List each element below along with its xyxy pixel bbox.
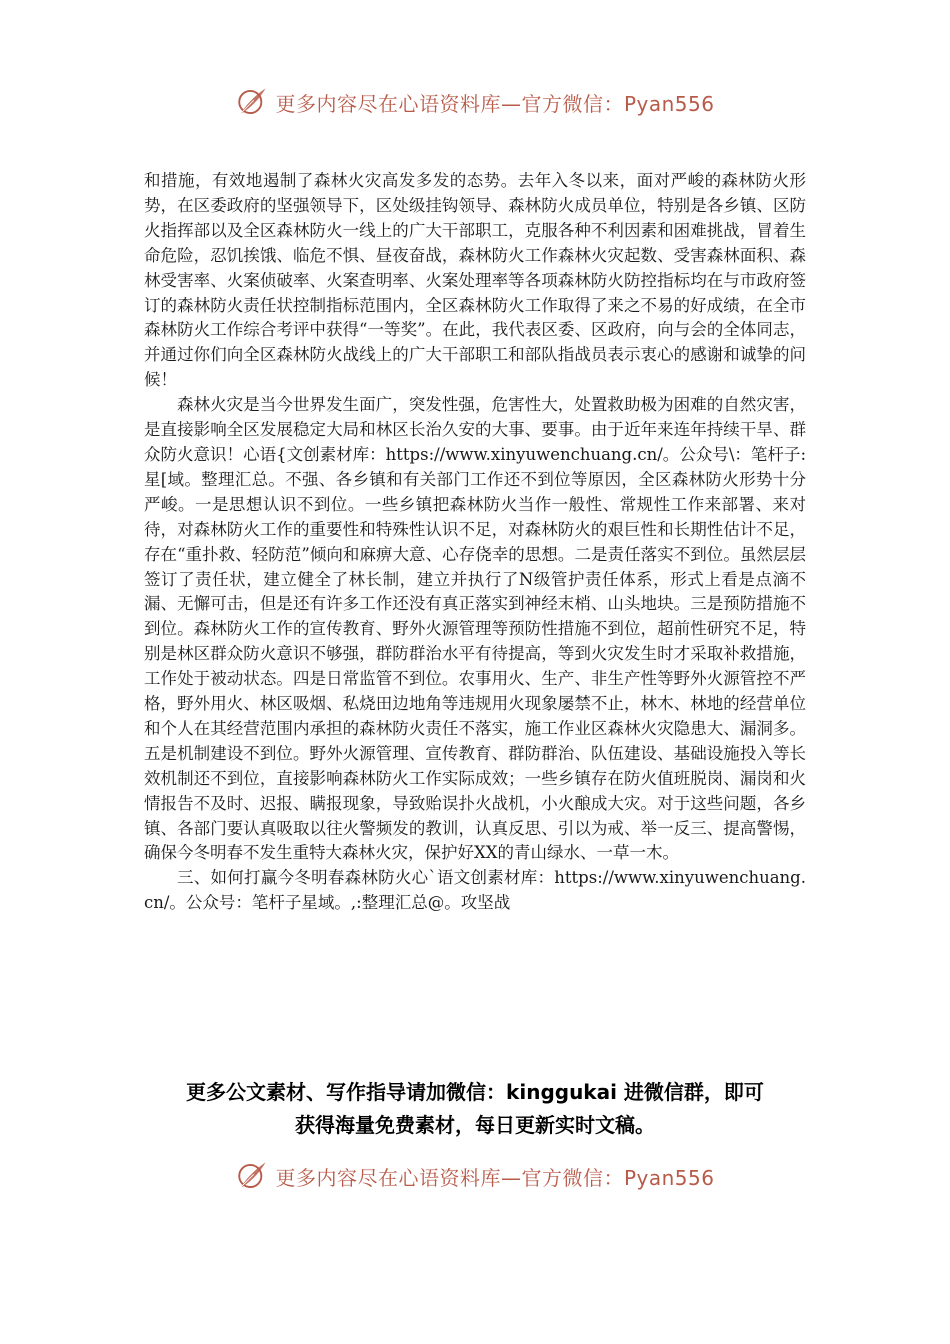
paragraph-3: 三、如何打赢今冬明春森林防火心`语文创素材库：https://www.xinyuwenchuang.cn/。公众号：笔杆子星域。,:整理汇总@。攻坚战: [144, 868, 806, 913]
paragraph-2: 森林火灾是当今世界发生面广，突发性强，危害性大，处置救助极为困难的自然灾害，是直接影响全区发展稳定大局和林区长治久安的大事、要事。由于近年来连年持续干旱、群众防火意识！心语{文创素材库：https://www.xinyuwenchuang.cn/。公众号\：笔杆子:星[域。整理汇总。不强、各乡镇和有关部门工作还不到位等原因，全区森林防火形势十分严峻。一是思想认识不到位。一些乡镇把森林防火当作一般性、常规性工作来部署、来对待，对森林防火工作的重要性和特殊性认识不足，对森林防火的艰巨性和长期性估计不足，存在“重扑救、轻防范”倾向和麻痹大意、心存侥幸的思想。二是责任落实不到位。虽然层层签订了责任状，建立健全了林长制，建立并执行了N级管护责任体系，形式上看是点滴不漏、无懈可击，但是还有许多工作还没有真正落实到神经末梢、山头地块。三是预防措施不到位。森林防火工作的宣传教育、野外火源管理等预防性措施不到位，超前性研究不足，特别是林区群众防火意识不够强，群防群治水平有待提高，等到火灾发生时才采取补救措施，工作处于被动状态。四是日常监管不到位。农事用火、生产、非生产性等野外火源管控不严格，野外用火、林区吸烟、私烧田边地角等违规用火现象屡禁不止，林木、林地的经营单位和个人在其经营范围内承担的森林防火责任不落实，施工作业区森林火灾隐患大、漏洞多。五是机制建设不到位。野外火源管理、宣传教育、群防群治、队伍建设、基础设施投入等长效机制还不到位，直接影响森林防火工作实际成效；一些乡镇存在防火值班脱岗、漏岗和火情报告不及时、迟报、瞒报现象，导致贻误扑火战机，小火酿成大灾。对于这些问题，各乡镇、各部门要认真吸取以往火警频发的教训，认真反思、引以为戒、举一反三、提高警惕，确保今冬明春不发生重特大森林火灾，保护好XX的青山绿水、一草一木。: [144, 395, 806, 863]
feather-logo-icon: [235, 1159, 269, 1193]
header-banner-text: 更多内容尽在心语资料库—官方微信：Pyan556: [275, 91, 715, 116]
header-banner: [0, 80, 950, 124]
promo-line-2: 获得海量免费素材，每日更新实时文稿。: [295, 1113, 655, 1137]
feather-logo-icon: [235, 85, 269, 119]
footer-banner-text: 更多内容尽在心语资料库—官方微信：Pyan556: [275, 1165, 715, 1190]
paragraph-1: 和措施，有效地遏制了森林火灾高发多发的态势。去年入冬以来，面对严峻的森林防火形势，在区委政府的坚强领导下，区处级挂钩领导、森林防火成员单位，特别是各乡镇、区防火指挥部以及全区森林防火一线上的广大干部职工，克服各种不利因素和困难挑战，冒着生命危险，忍饥挨饿、临危不惧、昼夜奋战，森林防火工作森林火灾起数、受害森林面积、森林受害率、火案侦破率、火案查明率、火案处理率等各项森林防火防控指标均在与市政府签订的森林防火责任状控制指标范围内，全区森林防火工作取得了来之不易的好成绩，在全市森林防火工作综合考评中获得“一等奖”。在此，我代表区委、区政府，向与会的全体同志，并通过你们向全区森林防火战线上的广大干部职工和部队指战员表示衷心的感谢和诚挚的问候！: [144, 171, 806, 390]
promo-notice: [100, 1076, 850, 1142]
document-body: [144, 169, 806, 916]
footer-banner: [0, 1154, 950, 1198]
promo-line-1: 更多公文素材、写作指导请加微信：kinggukai 进微信群，即可: [186, 1080, 764, 1104]
